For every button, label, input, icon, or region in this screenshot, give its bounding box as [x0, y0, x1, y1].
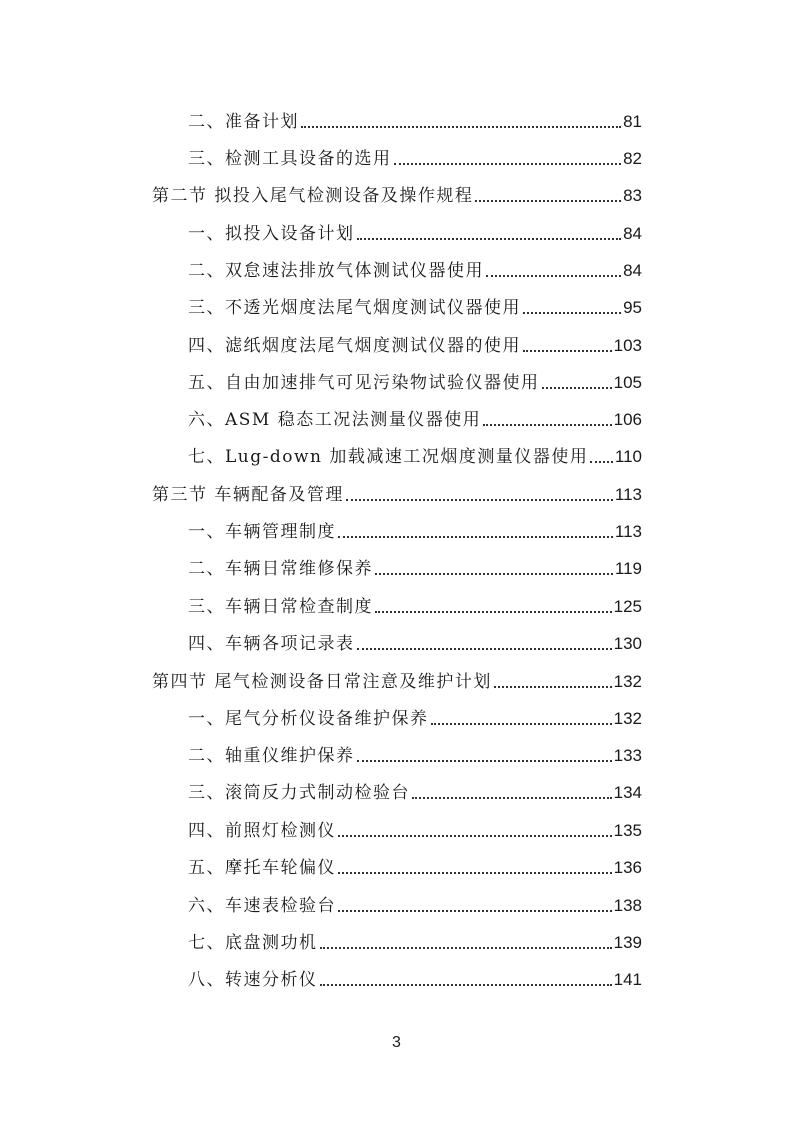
toc-entry-label: 二、双怠速法排放气体测试仪器使用 [188, 261, 484, 281]
toc-entry-page: 119 [614, 559, 642, 578]
dot-leader [338, 835, 612, 837]
toc-entry[interactable] [188, 550, 642, 580]
toc-entry-page: 84 [623, 224, 642, 243]
toc-entry-page: 125 [613, 597, 642, 616]
page-number: 3 [392, 1034, 401, 1051]
toc-entry[interactable] [188, 924, 642, 954]
toc-entry-label: 五、摩托车轮偏仪 [188, 858, 336, 878]
toc-entry[interactable] [188, 438, 642, 468]
toc-entry-label: 七、Lug-down 加载减速工况烟度测量仪器使用 [188, 447, 589, 467]
dot-leader [357, 648, 612, 650]
toc-entry-label: 二、轴重仪维护保养 [188, 746, 355, 766]
toc-entry[interactable] [188, 700, 642, 730]
toc-entry[interactable] [188, 737, 642, 767]
toc-entry-label: 七、底盘测功机 [188, 933, 318, 953]
toc-entry-label: 五、自由加速排气可见污染物试验仪器使用 [188, 373, 540, 393]
toc-entry[interactable] [188, 588, 642, 618]
toc-entry-page: 141 [613, 970, 642, 989]
toc-entry-page: 83 [623, 186, 642, 205]
toc-entry-page: 138 [613, 896, 642, 915]
toc-section-entry[interactable] [152, 476, 642, 506]
toc-entry-label: 三、车辆日常检查制度 [188, 597, 373, 617]
toc-entry-page: 105 [613, 373, 642, 392]
toc-entry-label: 二、准备计划 [188, 112, 299, 132]
toc-entry-label: 六、车速表检验台 [188, 896, 336, 916]
dot-leader [475, 200, 621, 202]
dot-leader [320, 984, 612, 986]
toc-entry-label: 二、车辆日常维修保养 [188, 559, 373, 579]
toc-entry[interactable] [188, 513, 642, 543]
dot-leader [494, 686, 612, 688]
dot-leader [301, 126, 621, 128]
toc-entry[interactable] [188, 774, 642, 804]
toc-entry[interactable] [188, 140, 642, 170]
toc-entry-label: 第四节 尾气检测设备日常注意及维护计划 [152, 672, 492, 692]
toc-entry-page: 113 [614, 485, 642, 504]
toc-entry-label: 四、车辆各项记录表 [188, 634, 355, 654]
dot-leader [375, 573, 613, 575]
toc-entry[interactable] [188, 887, 642, 917]
toc-entry[interactable] [188, 625, 642, 655]
toc-entry-label: 四、滤纸烟度法尾气烟度测试仪器的使用 [188, 336, 521, 356]
toc-section-entry[interactable] [152, 177, 642, 207]
toc-entry-label: 三、检测工具设备的选用 [188, 149, 392, 169]
toc-entry-page: 133 [613, 746, 642, 765]
toc-entry-label: 第三节 车辆配备及管理 [152, 485, 344, 505]
dot-leader [375, 611, 612, 613]
toc-entry-label: 八、转速分析仪 [188, 970, 318, 990]
dot-leader [412, 797, 612, 799]
toc-entry-page: 139 [613, 933, 642, 952]
dot-leader [338, 910, 612, 912]
toc-entry-page: 132 [613, 672, 642, 691]
toc-entry[interactable] [188, 849, 642, 879]
toc-entry[interactable] [188, 364, 642, 394]
toc-entry-page: 135 [613, 821, 642, 840]
dot-leader [523, 350, 612, 352]
toc-entry-page: 130 [613, 634, 642, 653]
dot-leader [486, 275, 621, 277]
toc-entry-label: 四、前照灯检测仪 [188, 821, 336, 841]
toc-entry-page: 106 [613, 410, 642, 429]
dot-leader [394, 163, 622, 165]
toc-entry-page: 82 [623, 149, 642, 168]
dot-leader [542, 387, 612, 389]
toc-entry-page: 81 [623, 112, 642, 131]
toc-entry-page: 110 [614, 447, 642, 466]
dot-leader [590, 461, 613, 463]
toc-entry-page: 113 [614, 522, 642, 541]
toc-entry[interactable] [188, 252, 642, 282]
toc-entry-label: 三、滚筒反力式制动检验台 [188, 783, 410, 803]
dot-leader [338, 536, 613, 538]
toc-entry[interactable] [188, 103, 642, 133]
toc-entry-page: 84 [623, 261, 642, 280]
dot-leader [320, 947, 612, 949]
toc-entry-label: 一、车辆管理制度 [188, 522, 336, 542]
toc-entry-page: 95 [623, 298, 642, 317]
toc-entry[interactable] [188, 812, 642, 842]
toc-entry-label: 三、不透光烟度法尾气烟度测试仪器使用 [188, 298, 521, 318]
toc-entry[interactable] [188, 215, 642, 245]
toc-entry-page: 103 [613, 336, 642, 355]
dot-leader [483, 424, 611, 426]
dot-leader [431, 723, 612, 725]
toc-entry-label: 一、拟投入设备计划 [188, 224, 355, 244]
toc-entry[interactable] [188, 327, 642, 357]
toc-section-entry[interactable] [152, 663, 642, 693]
toc-entry-label: 六、ASM 稳态工况法测量仪器使用 [188, 410, 482, 430]
toc-entry-label: 第二节 拟投入尾气检测设备及操作规程 [152, 186, 474, 206]
toc-entry-label: 一、尾气分析仪设备维护保养 [188, 709, 429, 729]
toc-entry[interactable] [188, 961, 642, 991]
dot-leader [357, 760, 612, 762]
dot-leader [338, 872, 612, 874]
toc-entry-page: 132 [613, 709, 642, 728]
dot-leader [523, 312, 621, 314]
dot-leader [357, 238, 622, 240]
toc-entry-page: 134 [613, 783, 642, 802]
dot-leader [346, 499, 613, 501]
toc-entry[interactable] [188, 401, 642, 431]
toc-entry[interactable] [188, 289, 642, 319]
toc-entry-page: 136 [613, 858, 642, 877]
